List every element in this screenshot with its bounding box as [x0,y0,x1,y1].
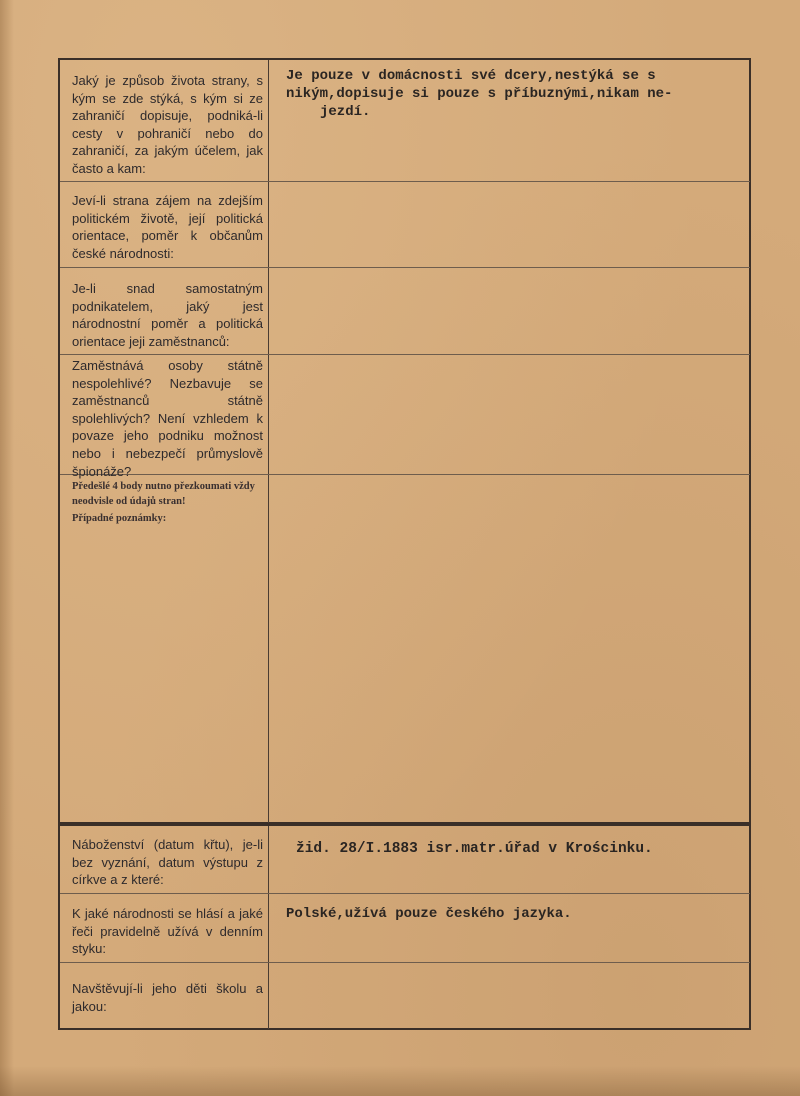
row-divider [60,354,750,355]
row-divider [60,267,750,268]
row-divider [60,962,750,963]
note-remarks-label: Případné poznámky: [72,513,167,524]
paper-edge-shadow [0,0,14,1096]
column-divider [268,60,269,823]
question-religion: Náboženství (datum křtu), je-li bez vyznání, datum výstupu z církve a z které: [72,837,263,888]
question-political-interest: Jeví-li strana zájem na zdejším politickém životě, její politická orientace, poměr k občanům české národnosti: [72,193,263,261]
answer-religion: žid. 28/I.1883 isr.matr.úřad v Krościnku. [296,841,653,857]
answer-way-of-life-line-2: nikým,dopisuje si pouze s příbuznými,nikam ne- [286,86,673,102]
question-nationality: K jaké národnosti se hlásí a jaké řeči pravidelně užívá v denním styku: [72,906,263,957]
question-children-school: Navštěvují-li jeho děti školu a jakou: [72,981,263,1014]
answer-way-of-life-line-1: Je pouze v domácnosti své dcery,nestýká se s [286,68,656,84]
answer-way-of-life-line-3: jezdí. [320,104,371,120]
question-way-of-life: Jaký je způsob života strany, s kým se zde stýká, s kým si ze zahraničí dopisuje, podniká-li cesty v pohraničí nebo do zahraničí, za jakým účelem, jak často a kam: [72,73,263,176]
answer-nationality: Polské,užívá pouze českého jazyka. [286,906,572,922]
question-employees: Zaměstnává osoby státně nespolehlivé? Nezbavuje se zaměstnanců státně spolehlivých? Není vzhledem k povaze jeho podniku možnost nebo i nebezpečí průmyslově špionáže? [72,358,263,479]
question-entrepreneur: Je-li snad samostatným podnikatelem, jaký jest národnostní poměr a politická orientace jeji zaměstnanců: [72,281,263,349]
row-divider [60,181,750,182]
column-divider [268,826,269,1029]
note-verify-independently: Předešlé 4 body nutno přezkoumati vždy neodvisle od údajů stran! [72,481,255,507]
row-divider [60,893,750,894]
paper-bottom-shadow [0,1066,800,1096]
